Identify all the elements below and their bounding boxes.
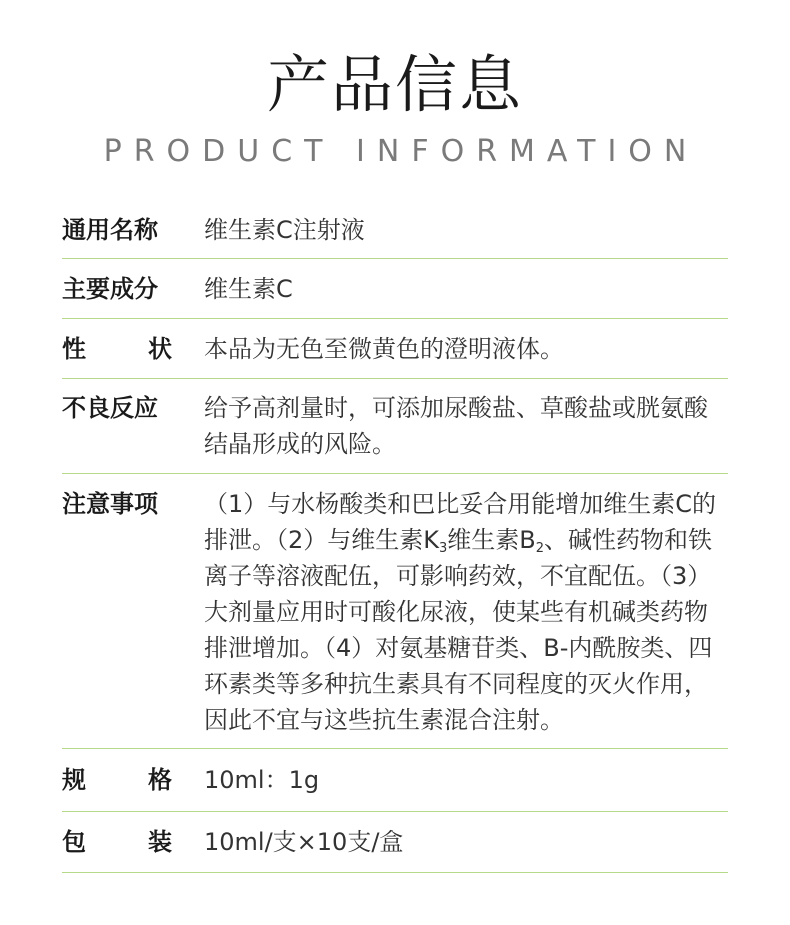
row-label: 性状: [62, 335, 172, 363]
page-title: 产品信息: [266, 48, 523, 121]
row-label: 不良反应: [62, 394, 158, 422]
row-label: 规格: [62, 766, 172, 794]
row-label: 包装: [62, 828, 172, 856]
row-value: 维生素C: [204, 275, 293, 303]
subscript-3: 3: [439, 541, 448, 556]
row-label: 注意事项: [62, 490, 158, 518]
row-label: 主要成分: [62, 275, 158, 303]
row-value: 本品为无色至微黄色的澄明液体。: [204, 335, 564, 363]
info-row-properties: [62, 319, 728, 379]
row-value: 10ml：1g: [204, 766, 320, 794]
row-value: 维生素C注射液: [204, 216, 365, 244]
row-value: [204, 486, 728, 738]
info-row-specification: [62, 749, 728, 812]
info-row-generic-name: [62, 200, 728, 259]
row-label: 通用名称: [62, 216, 158, 244]
info-row-main-ingredient: [62, 259, 728, 319]
info-row-packaging: [62, 812, 728, 873]
precautions-text-c: 、碱性药物和铁离子等溶液配伍，可影响药效，不宜配伍。（3）大剂量应用时可酸化尿液，使某些有机碱类药物排泄增加。（4）对氨基糖苷类、B-内酰胺类、四环素类等多种抗生素具有不同程度的灭火作用，因此不宜与这些抗生素混合注射。: [204, 526, 713, 734]
info-row-adverse-reactions: [62, 379, 728, 474]
row-value: 给予高剂量时，可添加尿酸盐、草酸盐或胱氨酸结晶形成的风险。: [204, 394, 708, 458]
precautions-text-a: （1）与水杨酸类和巴比妥合用能增加维生素C的排泄。（2）与维生素K: [204, 490, 717, 554]
product-info-table: [62, 200, 728, 873]
page-subtitle: PRODUCT INFORMATION: [103, 134, 699, 169]
precautions-text-b: 维生素B: [447, 526, 536, 554]
subscript-2: 2: [535, 541, 545, 556]
info-row-precautions: [62, 474, 728, 749]
row-value: 10ml/支×10支/盒: [204, 828, 404, 856]
